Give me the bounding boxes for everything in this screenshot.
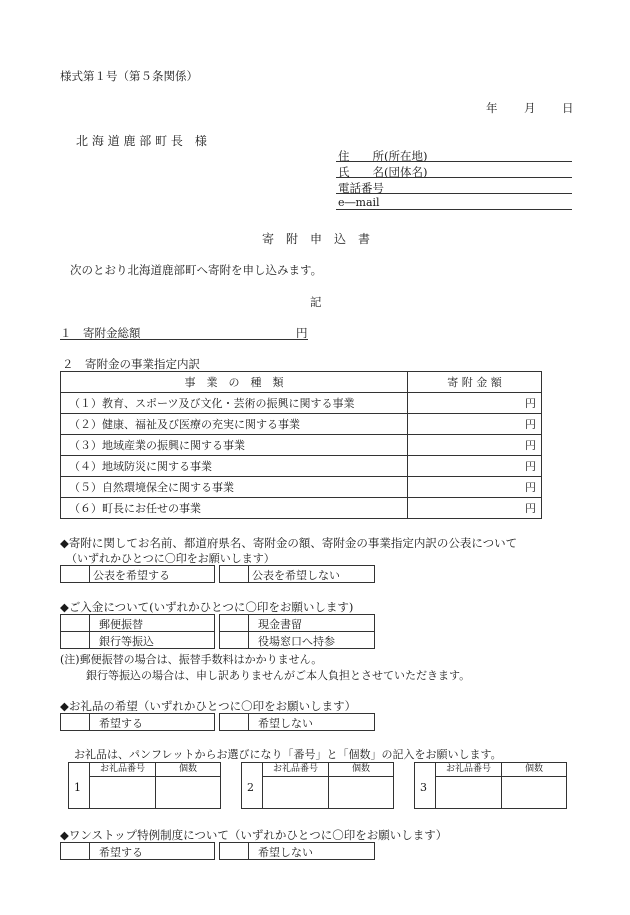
publicity-no-checkbox[interactable] [220,566,249,582]
project-name: （６）町長にお任せの事業 [61,498,408,519]
gift-slot-1 [68,762,221,809]
gift-heading: ◆お礼品の希望（いずれかひとつに〇印をお願いします） [60,699,357,713]
email-field[interactable] [336,195,572,210]
table-row [61,456,542,477]
onestop-yes-checkbox[interactable] [61,843,90,859]
onestop-yes-label: 希望する [99,846,143,859]
payment-note-1: (注)郵便振替の場合は、振替手数料はかかりません。 [60,653,323,666]
payment-bank-checkbox[interactable] [61,632,90,648]
publicity-sub: （いずれかひとつに〇印をお願いします） [66,552,275,565]
breakdown-table [60,371,542,519]
gift-slot-3 [414,762,567,809]
gift-qty-field[interactable] [329,777,393,808]
total-amount-unit: 円 [296,326,308,340]
onestop-no-label: 希望しない [258,846,313,859]
address-label: 住 所(所在地) [338,149,428,163]
publicity-yes-checkbox[interactable] [61,566,90,582]
form-title: 寄 附 申 込 書 [262,232,371,246]
payment-office-option[interactable] [219,631,375,649]
gift-slot-2 [241,762,394,809]
date-year: 年 [486,101,498,115]
gift-qty-field[interactable] [156,777,220,808]
amount-cell[interactable]: 円 [408,435,542,456]
ki-label: 記 [310,295,322,309]
gift-number-field[interactable] [436,777,502,808]
header-project: 事 業 の 種 類 [61,372,408,393]
onestop-heading: ◆ワンストップ特例制度について（いずれかひとつに〇印をお願いします） [60,828,448,842]
gift-number-header: お礼品番号 [436,763,502,777]
email-label: e―mail [338,196,380,209]
project-name: （４）地域防災に関する事業 [61,456,408,477]
addressee: 北 海 道 鹿 部 町 長 様 [76,134,207,148]
payment-office-checkbox[interactable] [220,632,249,648]
publicity-yes-option[interactable] [60,565,215,583]
payment-cash-option[interactable] [219,614,375,632]
amount-cell[interactable]: 円 [408,498,542,519]
project-name: （５）自然環境保全に関する事業 [61,477,408,498]
table-row [61,393,542,414]
payment-bank-label: 銀行等振込 [99,635,154,648]
table-header-row [61,372,542,393]
gift-slot-number: 2 [247,781,254,794]
publicity-heading: ◆寄附に関してお名前、都道府県名、寄附金の額、寄附金の事業指定内訳の公表について [60,536,518,550]
onestop-yes-option[interactable] [60,842,215,860]
payment-note-2: 銀行等振込の場合は、申し訳ありませんがご本人負担とさせていただきます。 [86,669,471,682]
phone-label: 電話番号 [338,181,384,195]
payment-cash-checkbox[interactable] [220,615,249,631]
gift-no-checkbox[interactable] [220,714,249,730]
project-name: （３）地域産業の振興に関する事業 [61,435,408,456]
gift-yes-checkbox[interactable] [61,714,90,730]
gift-no-option[interactable] [219,713,375,731]
gift-no-label: 希望しない [258,717,313,730]
publicity-no-option[interactable] [219,565,375,583]
gift-qty-header: 個数 [156,763,220,777]
amount-cell[interactable]: 円 [408,393,542,414]
onestop-no-option[interactable] [219,842,375,860]
gift-qty-header: 個数 [329,763,393,777]
payment-cash-label: 現金書留 [258,618,302,631]
publicity-yes-label: 公表を希望する [93,569,170,582]
address-field[interactable] [336,147,572,162]
header-amount: 寄 附 金 額 [408,372,542,393]
gift-slot-number: 3 [420,781,427,794]
gift-qty-header: 個数 [502,763,566,777]
total-amount-label: １ 寄附金総額 [60,326,141,340]
publicity-no-label: 公表を希望しない [252,569,340,582]
gift-number-field[interactable] [263,777,329,808]
date-day: 日 [562,101,574,115]
payment-postal-label: 郵便振替 [99,618,143,631]
form-number: 様式第１号（第５条関係） [60,69,198,83]
table-row [61,498,542,519]
gift-yes-option[interactable] [60,713,215,731]
gift-number-field[interactable] [90,777,156,808]
project-name: （１）教育、スポーツ及び文化・芸術の振興に関する事業 [61,393,408,414]
payment-heading: ◆ご入金について(いずれかひとつに〇印をお願いします) [60,600,354,614]
gift-number-header: お礼品番号 [90,763,156,777]
total-amount-field[interactable] [60,325,308,340]
table-row [61,477,542,498]
payment-postal-option[interactable] [60,614,215,632]
gift-instruction: お礼品は、パンフレットからお選びになり「番号」と「個数」の記入をお願いします。 [74,748,502,761]
breakdown-label: ２ 寄附金の事業指定内訳 [62,357,200,371]
payment-bank-option[interactable] [60,631,215,649]
onestop-no-checkbox[interactable] [220,843,249,859]
intro-text: 次のとおり北海道鹿部町へ寄附を申し込みます。 [70,263,323,277]
gift-yes-label: 希望する [99,717,143,730]
payment-office-label: 役場窓口へ持参 [258,635,335,648]
gift-slot-number: 1 [74,781,81,794]
name-field[interactable] [336,163,572,178]
gift-number-header: お礼品番号 [263,763,329,777]
table-row [61,414,542,435]
table-row [61,435,542,456]
payment-postal-checkbox[interactable] [61,615,90,631]
phone-field[interactable] [336,179,572,194]
project-name: （２）健康、福祉及び医療の充実に関する事業 [61,414,408,435]
date-month: 月 [524,101,536,115]
gift-qty-field[interactable] [502,777,566,808]
amount-cell[interactable]: 円 [408,456,542,477]
name-label: 氏 名(団体名) [338,165,428,179]
amount-cell[interactable]: 円 [408,414,542,435]
amount-cell[interactable]: 円 [408,477,542,498]
